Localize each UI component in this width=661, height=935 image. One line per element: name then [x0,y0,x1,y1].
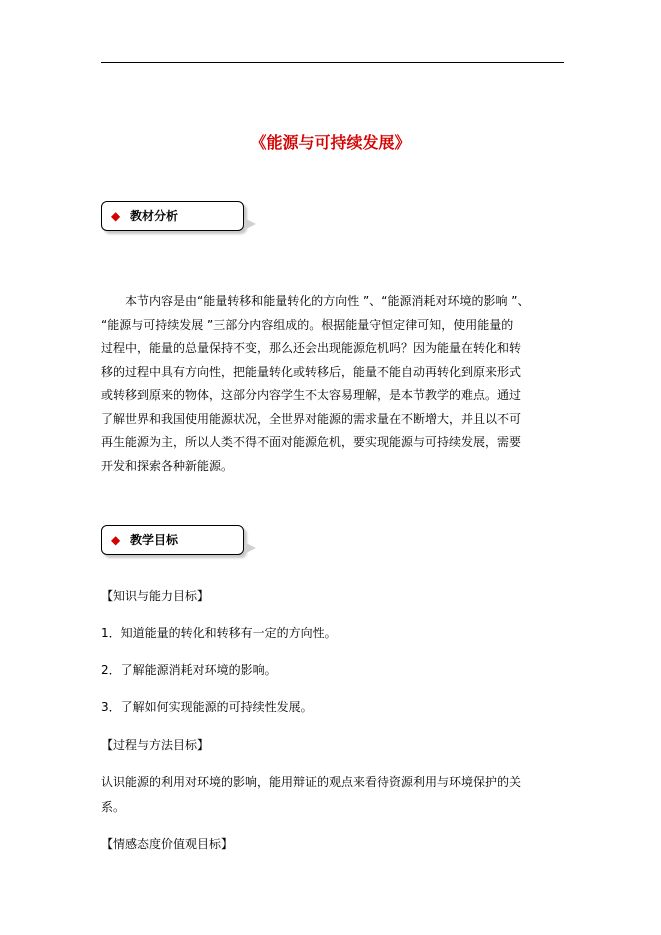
process-line: 系。 [101,800,126,814]
paragraph-line: 移的过程中具有方向性，把能量转化或转移后，能量不能自动再转化到原来形式 [101,364,522,379]
paragraph-line: 本节内容是由“能量转移和能量转化的方向性 ”、“能源消耗对环境的影响 ”、 [125,294,530,308]
callout-tail-icon [244,218,256,230]
goal-item: 3．了解如何实现能源的可持续性发展。 [101,700,313,714]
section-header-analysis [101,201,244,231]
section-label: 教材分析 [130,209,179,223]
knowledge-heading: 【知识与能力目标】 [101,589,210,603]
goal-item: 2．了解能源消耗对环境的影响。 [101,663,277,677]
emotion-heading: 【情感态度价值观目标】 [101,837,234,851]
section-label: 教学目标 [130,533,179,547]
paragraph-line: 了解世界和我国使用能源状况，全世界对能源的需求量在不断增大，并且以不可 [101,411,522,426]
paragraph-line: 过程中，能量的总量保持不变，那么还会出现能源危机吗？因为能量在转化和转 [101,341,522,355]
paragraph-line: 再生能源为主，所以人类不得不面对能源危机，要实现能源与可持续发展，需要 [101,435,522,449]
analysis-paragraph [101,290,561,478]
process-line: 认识能源的利用对环境的影响，能用辩证的观点来看待资源利用与环境保护的关 [101,775,522,789]
paragraph-line: “能源与可持续发展 ”三部分内容组成的。根据能量守恒定律可知，使用能量的 [101,317,514,332]
process-heading: 【过程与方法目标】 [101,738,210,752]
section-header-goals [101,525,244,555]
goal-item: 1．知道能量的转化和转移有一定的方向性。 [101,626,337,640]
paragraph-line: 开发和探索各种新能源。 [101,458,234,473]
callout-tail-icon [244,542,256,554]
header-rule [101,62,564,63]
diamond-bullet-icon: ◆ [111,209,121,223]
page-title: 《能源与可持续发展》 [250,133,411,152]
diamond-bullet-icon: ◆ [111,533,121,547]
paragraph-line: 或转移到原来的物体，这部分内容学生不太容易理解，是本节教学的难点。通过 [101,388,522,402]
